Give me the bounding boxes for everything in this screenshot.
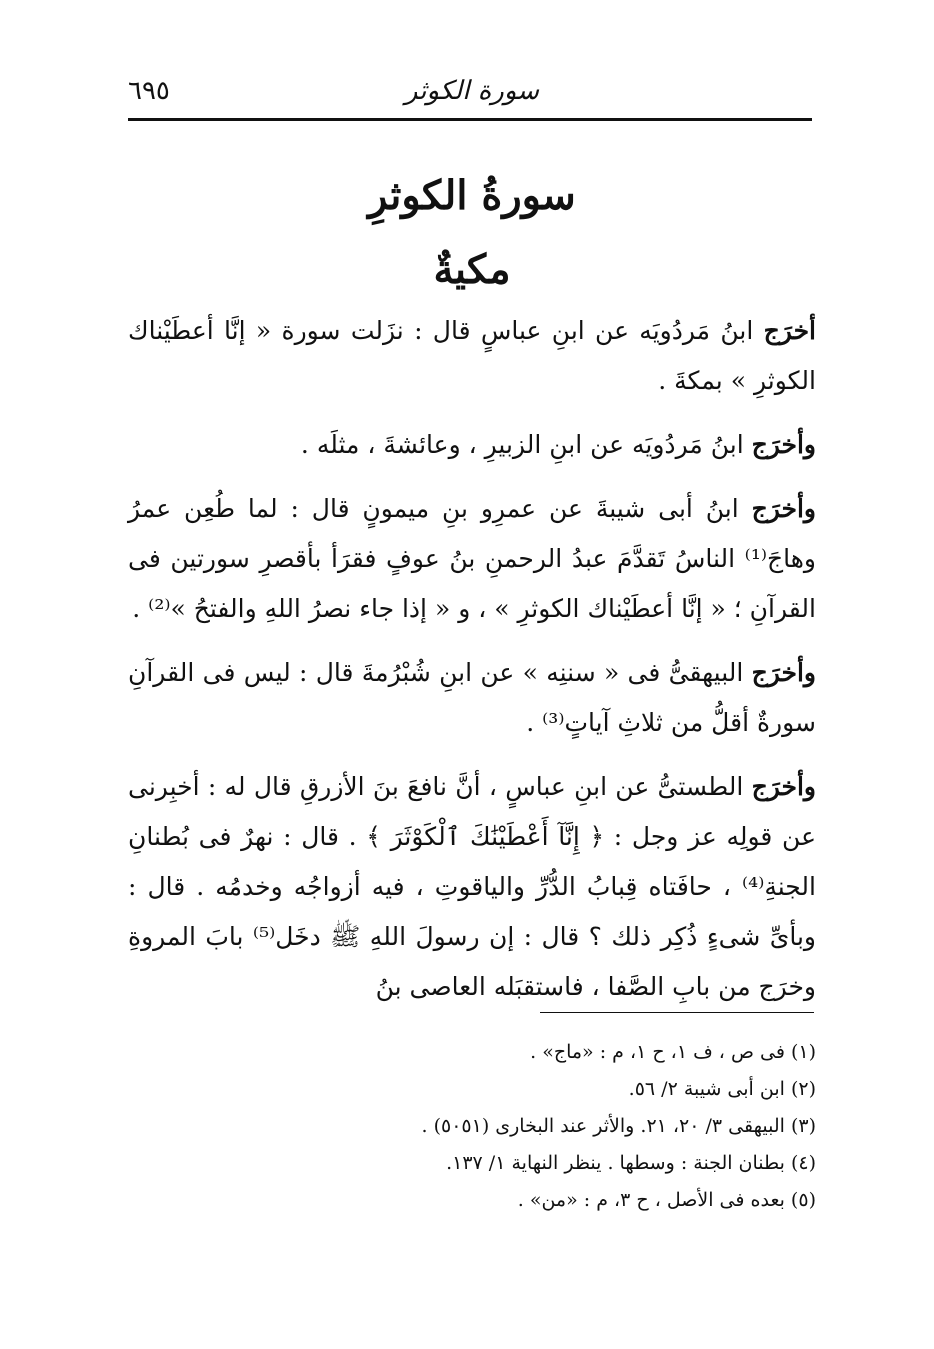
paragraph-lead: وأخرَج	[751, 772, 816, 801]
paragraph-text: ابنُ أبى شيبةَ عن عمرِو بنِ ميمونٍ قال : لما طُعِن عمرُ وهاجَ⁽¹⁾ الناسُ تَقدَّمَ عبدُ الرحمنِ بنُ عوفٍ فقرَأ بأقصرِ سورتين فى القرآنِ ؛ « إنَّا أعطَيْناك الكوثرِ » ، و « إذا جاء نصرُ اللهِ والفتحُ »⁽²⁾ .	[128, 494, 816, 623]
paragraph-text: ابنُ مَردُويَه عن ابنِ الزبيرِ ، وعائشةَ ، مثلَه .	[300, 430, 752, 459]
paragraph-lead: وأخرَج	[751, 494, 816, 523]
page-number: ٦٩٥	[128, 76, 170, 106]
footnote-4: (٤) بطنان الجنة : وسطها . ينظر النهاية ١/ ١٣٧.	[446, 1152, 816, 1174]
paragraph-lead: أخرَج	[763, 316, 816, 345]
paragraph-lead: وأخرَج	[751, 658, 816, 687]
running-header-title: سورة الكوثر	[404, 76, 540, 106]
footnotes	[128, 1034, 816, 1219]
paragraph	[128, 762, 816, 1012]
footnote-5: (٥) بعده فى الأصل ، ح ٣، م : «من» .	[517, 1189, 816, 1211]
paragraph-lead: وأخرَج	[751, 430, 816, 459]
sura-subtitle: مكيةٌ	[433, 246, 511, 293]
footnote-2: (٢) ابن أبى شيبة ٢/ ٥٦.	[628, 1078, 816, 1100]
footnote-1: (١) فى ص ، ف ١، ح ١، م : «ماج» .	[530, 1041, 816, 1063]
paragraph-text: البيهقىُّ فى « سننِه » عن ابنِ شُبْرُمةَ قال : ليس فى القرآنِ سورةٌ أقلُّ من ثلاثِ آياتٍ⁽³⁾ .	[128, 658, 816, 737]
paragraph	[128, 648, 816, 748]
header-rule	[128, 118, 812, 121]
running-header	[128, 72, 816, 116]
body-text	[128, 306, 816, 1026]
paragraph-text: الطستىُّ عن ابنِ عباسٍ ، أنَّ نافعَ بنَ الأزرقِ قال له : أخبِرنى عن قولِه عز وجل : ﴿ إِنَّآ أَعْطَيْنَٰكَ ٱلْكَوْثَرَ ﴾ . قال : نهرٌ فى بُطنانِ الجنةِ⁽⁴⁾ ، حافَتاه قِبابُ الدُّرِّ والياقوتِ ، فيه أزواجُه وخدمُه . قال : وبأىِّ شىءٍ ذُكِر ذلك ؟ قال : إن رسولَ اللهِ ﷺ دخَل⁽⁵⁾ بابَ المروةِ وخرَج من بابِ الصَّفا ، فاستقبَله العاصى بنُ	[128, 772, 816, 1001]
paragraph-text: ابنُ مَردُويَه عن ابنِ عباسٍ قال : نزَلت سورة « إنَّا أعطَيْناك الكوثرِ » بمكةَ .	[128, 316, 816, 395]
paragraph	[128, 420, 816, 470]
sura-title: سورةُ الكوثرِ	[368, 172, 576, 219]
footnote-3: (٣) البيهقى ٣/ ٢٠، ٢١. والأثر عند البخارى (٥٠٥١) .	[421, 1115, 816, 1137]
paragraph	[128, 306, 816, 406]
footnote-rule	[540, 1012, 814, 1013]
paragraph	[128, 484, 816, 634]
